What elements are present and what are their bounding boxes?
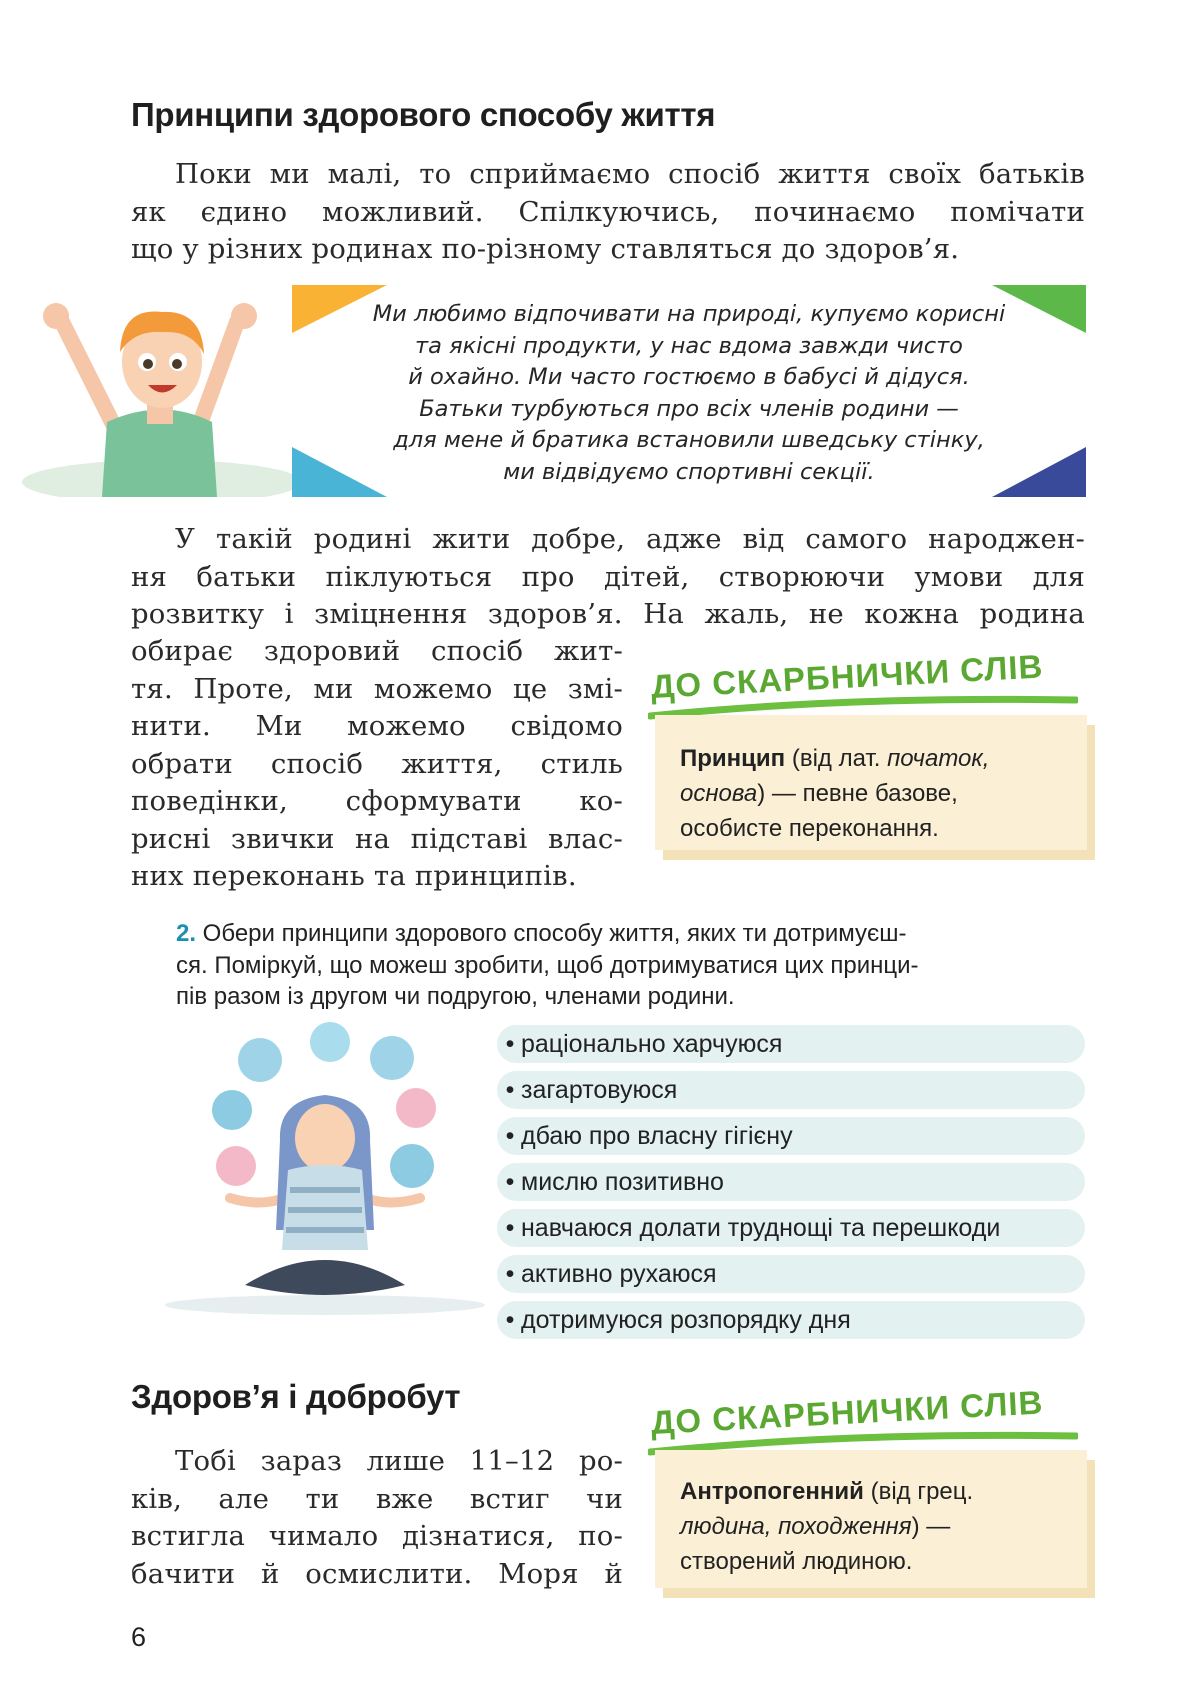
text-line: них переконань та принципів.	[131, 860, 577, 892]
vocab-text: (від грец.	[863, 1478, 974, 1505]
vocab-heading: ДО СКАРБНИЧКИ СЛІВ	[650, 647, 1045, 706]
vocab-text: ) —	[911, 1513, 951, 1540]
bullet: •	[505, 1030, 515, 1058]
list-item: • активно рухаюся	[497, 1255, 1085, 1293]
bullet: •	[505, 1306, 515, 1334]
text-line: поведінки, сформувати ко-	[131, 785, 623, 817]
vocab-card	[655, 715, 1087, 850]
vocab-italic: основа	[680, 780, 758, 807]
task-line: ся. Поміркуй, що можеш зробити, щоб дотримуватися цих принци-	[176, 951, 919, 979]
task-text	[176, 918, 1088, 1013]
vocab-text: ) — певне базове,	[757, 780, 958, 807]
vocab-definition	[680, 741, 1080, 846]
quote-line: та якісні продукти, у нас вдома завжди чисто	[415, 332, 963, 359]
text-line: обирає здоровий спосіб жит-	[131, 635, 623, 667]
text-line: обрати спосіб життя, стиль	[131, 747, 623, 780]
text-line: тя. Проте, ми можемо це змі-	[131, 672, 623, 705]
text-line: Тобі зараз лише 11–12 ро-	[175, 1445, 623, 1477]
bullet: •	[505, 1122, 515, 1150]
list-item: • дбаю про власну гігієну	[497, 1117, 1085, 1155]
vocab-text: створений людиною.	[680, 1548, 913, 1575]
wellbeing-paragraph	[131, 1443, 623, 1593]
meditation-illustration	[160, 1020, 490, 1320]
family-paragraph	[131, 521, 1085, 634]
bullet: •	[505, 1260, 515, 1288]
bullet: •	[505, 1168, 515, 1196]
vocab-text: особисте переконання.	[680, 815, 939, 842]
bullet: •	[505, 1214, 515, 1242]
text-line: нити. Ми можемо свідомо	[131, 710, 623, 742]
text-line: У такій родині жити добре, адже від самого народжен-	[175, 523, 1085, 555]
list-item: • раціонально харчуюся	[497, 1025, 1085, 1063]
quote-line: для мене й братика встановили шведську стінку,	[393, 427, 985, 453]
text-line: рисні звички на підставі влас-	[131, 822, 623, 855]
task-line: Обери принципи здорового способу життя, яких ти дотримуєш-	[196, 920, 907, 947]
vocab-card	[655, 1450, 1087, 1588]
text-line: ків, але ти вже встиг чи	[131, 1482, 623, 1515]
quote-line: Батьки турбуються про всіх членів родини —	[419, 395, 959, 422]
quote-line: ми відвідуємо спортивні секції.	[503, 458, 875, 485]
vocab-italic: початок,	[887, 745, 990, 772]
text-line: ня батьки піклуються про дітей, створюючи умови для	[131, 560, 1085, 593]
task-line: пів разом із другом чи подругою, членами родини.	[176, 983, 735, 1010]
quote-text	[312, 299, 1066, 488]
quote-line: Ми любимо відпочивати на природі, купуємо корисні	[372, 301, 1006, 327]
page-number: 6	[131, 1622, 147, 1652]
text-line: що у різних родинах по-різному ставляться до здоров’я.	[131, 233, 960, 265]
list-item: • мислю позитивно	[497, 1163, 1085, 1201]
text-line: Поки ми малі, то сприймаємо спосіб життя своїх батьків	[175, 158, 1085, 190]
vocab-term: Антропогенний	[680, 1478, 864, 1505]
vocab-text: (від лат.	[785, 745, 888, 772]
boy-illustration	[22, 282, 292, 497]
quote-line: й охайно. Ми часто гостюємо в бабусі й дідуся.	[408, 364, 970, 390]
task-number: 2.	[176, 920, 197, 947]
vocab-heading: ДО СКАРБНИЧКИ СЛІВ	[650, 1383, 1045, 1442]
intro-paragraph	[131, 156, 1085, 269]
quote-box	[292, 285, 1086, 497]
list-item: • загартовуюся	[497, 1071, 1085, 1109]
family-paragraph-column	[131, 633, 623, 896]
vocab-term: Принцип	[680, 745, 786, 772]
vocab-definition	[680, 1474, 1080, 1579]
text-line: як єдино можливий. Спілкуючись, починаємо помічати	[131, 195, 1085, 228]
section-title: Здоров’я і добробут	[131, 1378, 461, 1415]
list-item: • навчаюся долати труднощі та перешкоди	[497, 1209, 1085, 1247]
text-line: бачити й осмислити. Моря й	[131, 1557, 623, 1590]
vocab-italic: людина, походження	[680, 1513, 912, 1540]
section-title: Принципи здорового способу життя	[131, 96, 716, 133]
list-item: • дотримуюся розпорядку дня	[497, 1301, 1085, 1339]
text-line: встигла чимало дізнатися, по-	[131, 1520, 623, 1552]
text-line: розвитку і зміцнення здоров’я. На жаль, не кожна родина	[131, 598, 1085, 630]
bullet: •	[505, 1076, 515, 1104]
